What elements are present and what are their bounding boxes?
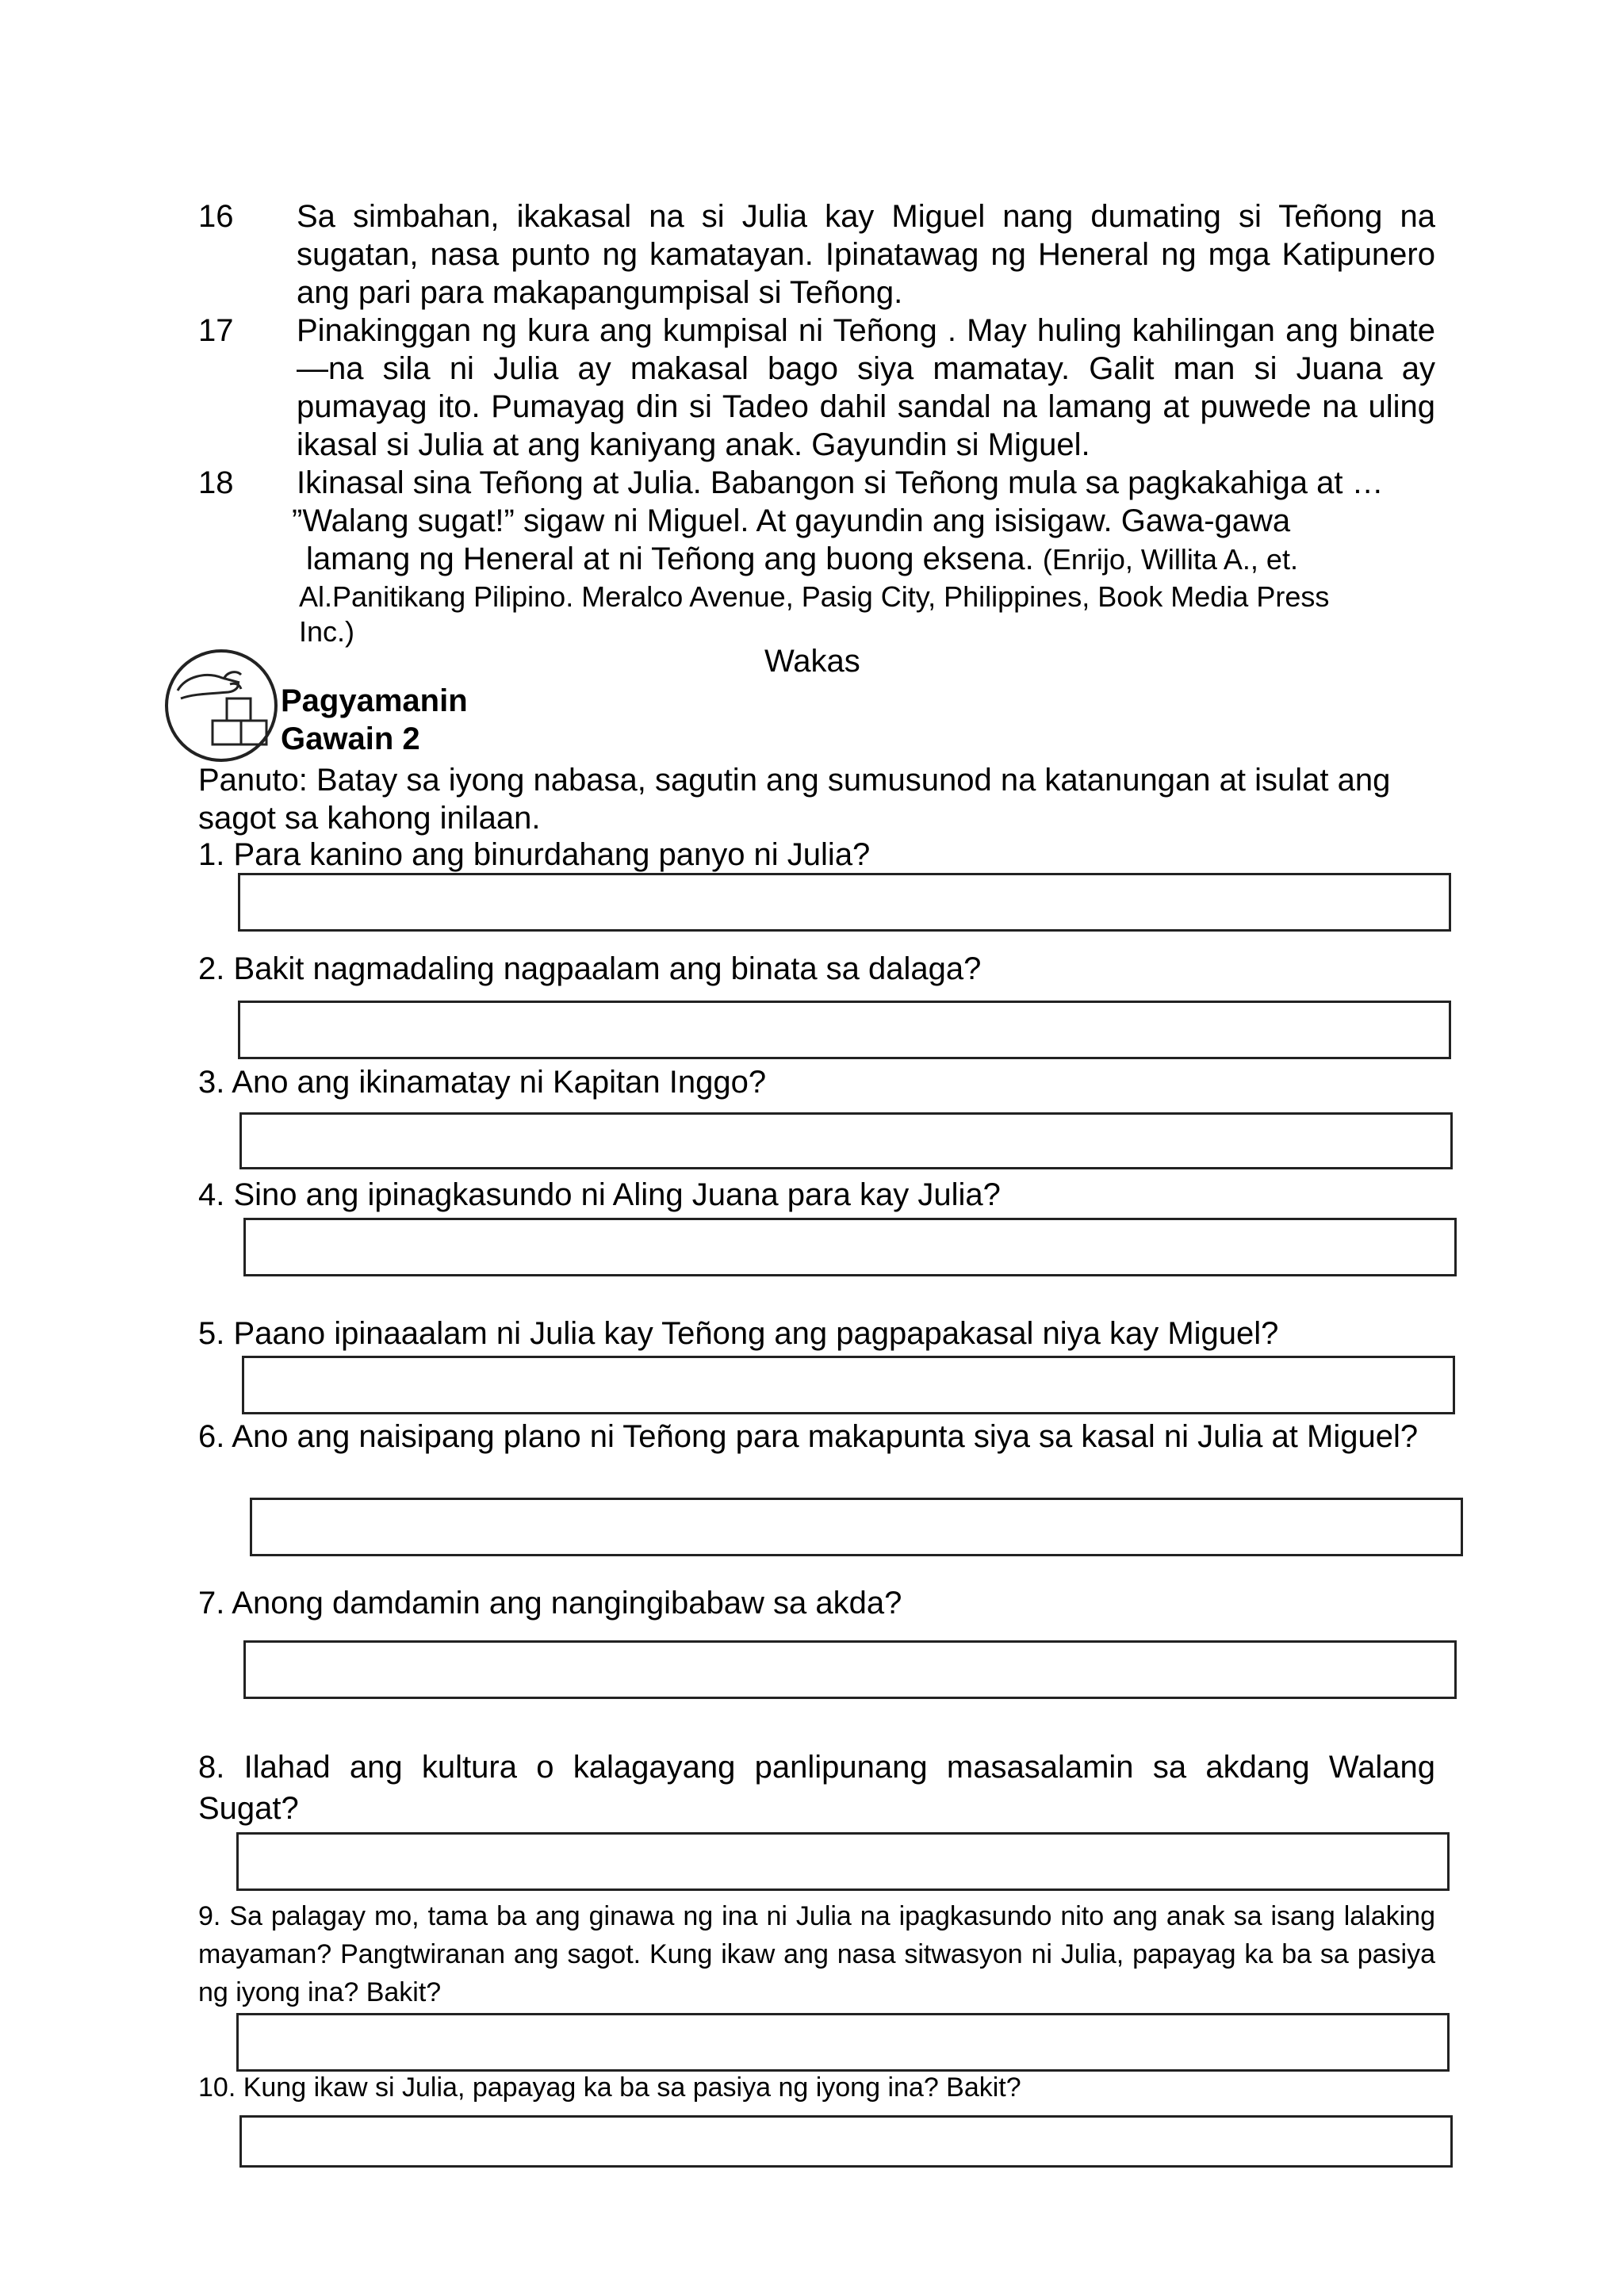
paragraph-line: ”Walang sugat!” sigaw ni Miguel. At gayundin ang isisigaw. Gawa-gawa [292, 503, 1291, 538]
story-paragraph-17 [198, 312, 1435, 464]
question-3: 3. Ano ang ikinamatay ni Kapitan Inggo? [198, 1065, 767, 1100]
paragraph-text: Pinakinggan ng kura ang kumpisal ni Teñong . May huling kahilingan ang binate—na sila ni Julia ay makasal bago siya mamatay. Galit man si Juana ay pumayag ito. Pumayag din si Tadeo dahil sandal na lamang at puwede na uling ikasal si Julia at ang kaniyang anak. Gayundin si Miguel. [297, 313, 1435, 462]
question-7: 7. Anong damdamin ang nangingibabaw sa akda? [198, 1586, 902, 1621]
question-8: 8. Ilahad ang kultura o kalagayang panlipunang masasalamin sa akdang Walang Sugat? [198, 1750, 1435, 1826]
citation: Al.Panitikang Pilipino. Meralco Avenue, Pasig City, Philippines, Book Media Press [299, 580, 1330, 613]
story-paragraph-16 [198, 197, 1435, 312]
question-4: 4. Sino ang ipinagkasundo ni Aling Juana para kay Julia? [198, 1177, 1001, 1212]
answer-box-3[interactable] [239, 1112, 1453, 1169]
paragraph-line: lamang ng Heneral at ni Teñong ang buong eksena. [306, 541, 1034, 576]
paragraph-number: 16 [198, 199, 234, 234]
answer-box-1[interactable] [238, 873, 1451, 932]
paragraph-line: Ikinasal sina Teñong at Julia. Babangon si Teñong mula sa pagkakahiga at … [297, 465, 1384, 500]
instructions: Panuto: Batay sa iyong nabasa, sagutin ang sumusunod na katanungan at isulat ang sagot sa kahong inilaan. [198, 763, 1391, 836]
paragraph-number: 17 [198, 313, 234, 348]
hand-stacking-blocks-icon [163, 648, 279, 763]
question-9: 9. Sa palagay mo, tama ba ang ginawa ng ina ni Julia na ipagkasundo nito ang anak sa isang lalaking mayaman? Pangtwiranan ang sagot. Kung ikaw ang nasa sitwasyon ni Julia, papayag ka ba sa pasiya ng iyong ina? Bakit? [198, 1901, 1435, 2007]
answer-box-8[interactable] [236, 1832, 1450, 1891]
paragraph-text: Sa simbahan, ikakasal na si Julia kay Miguel nang dumating si Teñong na sugatan, nasa punto ng kamatayan. Ipinatawag ng Heneral ng mga Katipunero ang pari para makapangumpisal si Teñong. [297, 199, 1435, 310]
answer-box-5[interactable] [242, 1356, 1455, 1414]
citation: (Enrijo, Willita A., et. [1042, 543, 1298, 576]
question-2: 2. Bakit nagmadaling nagpaalam ang binata sa dalaga? [198, 951, 982, 986]
answer-box-7[interactable] [243, 1640, 1457, 1699]
answer-box-6[interactable] [250, 1498, 1463, 1556]
section-title: Pagyamanin [281, 683, 468, 718]
story-ending: Wakas [764, 644, 860, 679]
question-1: 1. Para kanino ang binurdahang panyo ni Julia? [198, 837, 871, 872]
question-6: 6. Ano ang naisipang plano ni Teñong para makapunta siya sa kasal ni Julia at Miguel? [198, 1419, 1419, 1454]
story-paragraph-18 [198, 464, 1451, 646]
citation: Inc.) [299, 615, 355, 648]
question-5: 5. Paano ipinaaalam ni Julia kay Teñong ang pagpapakasal niya kay Miguel? [198, 1316, 1279, 1351]
paragraph-number: 18 [198, 465, 234, 500]
question-10: 10. Kung ikaw si Julia, papayag ka ba sa pasiya ng iyong ina? Bakit? [198, 2072, 1021, 2103]
activity-title: Gawain 2 [281, 721, 420, 756]
answer-box-2[interactable] [238, 1001, 1451, 1059]
answer-box-9[interactable] [236, 2013, 1450, 2072]
answer-box-10[interactable] [239, 2115, 1453, 2168]
answer-box-4[interactable] [243, 1218, 1457, 1276]
